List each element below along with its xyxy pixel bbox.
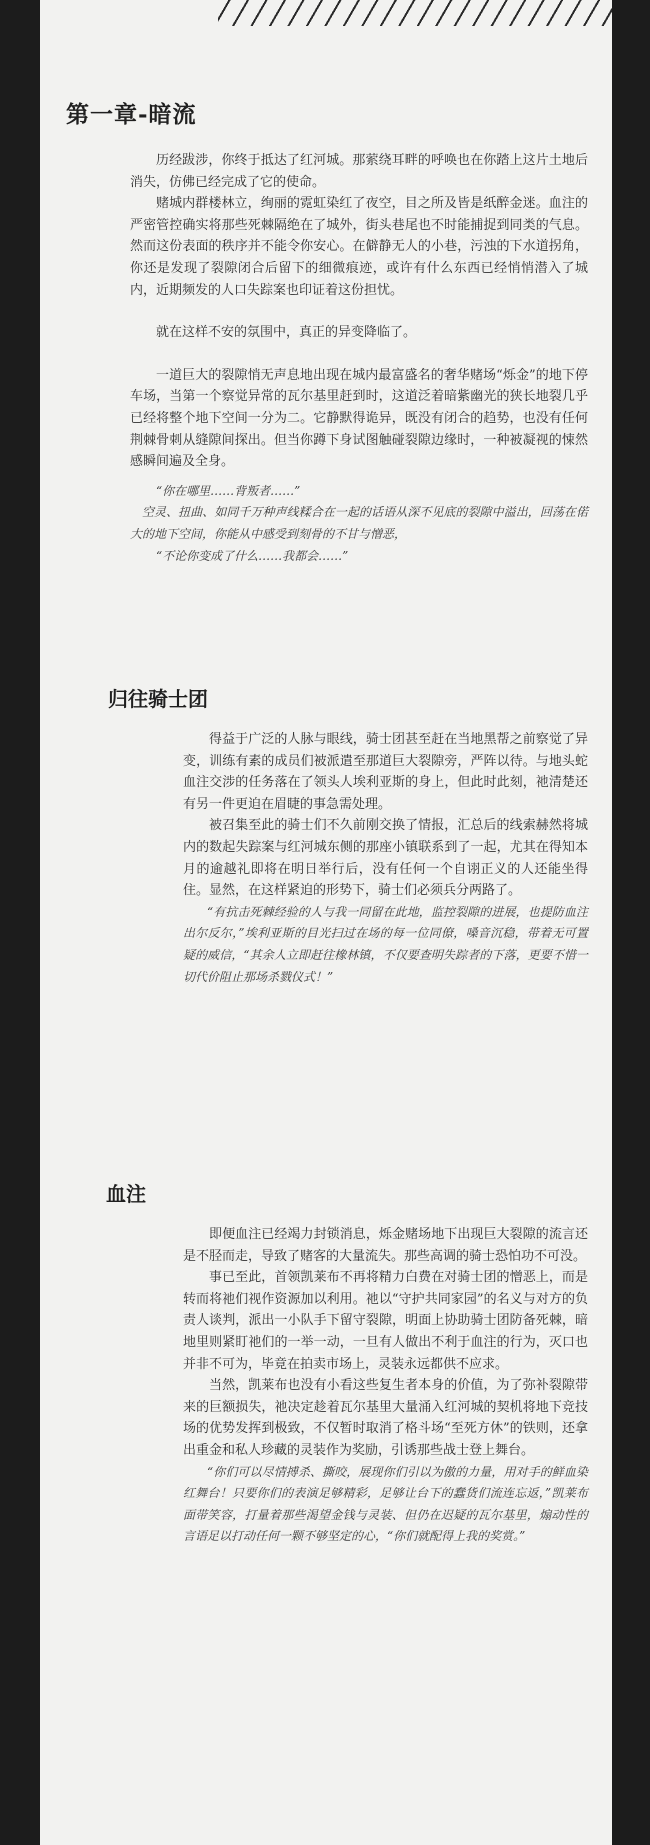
knights-quote: “有抗击死棘经验的人与我一同留在此地，监控裂隙的进展，也提防血注出尔反尔，”埃利亚斯的目光扫过在场的每一位同僚，嗓音沉稳，带着无可置疑的威信，“其余人立即赶往橡林镇，不仅要查明失踪者的下落，更要不惜一切代价阻止那场杀戮仪式！” (183, 904, 588, 984)
chapter-paragraph: 历经跋涉，你终于抵达了红河城。那萦绕耳畔的呼唤也在你踏上这片土地后消失，仿佛已经完成了它的使命。 (130, 153, 588, 190)
bloodnote-paragraph: 即便血注已经竭力封锁消息，烁金赌场地下出现巨大裂隙的流言还是不胫而走，导致了赌客的大量流失。那些高调的骑士恐怕功不可没。 (183, 1227, 588, 1264)
right-dark-border (612, 0, 650, 1845)
chapter-title: 第一章-暗流 (66, 101, 197, 128)
chapter-quote: “不论你变成了什么……我都会……” (156, 548, 349, 563)
knights-paragraph: 被召集至此的骑士们不久前刚交换了情报，汇总后的线索赫然将城内的数起失踪案与红河城东侧的那座小镇联系到了一起，尤其在得知本月的逾越礼即将在明日举行后，没有任何一个自诩正义的人还能坐得住。显然，在这样紧迫的形势下，骑士们必须兵分两路了。 (183, 818, 588, 899)
bloodnote-paragraph: 当然，凯莱布也没有小看这些复生者本身的价值，为了弥补裂隙带来的巨额损失，祂决定趁着瓦尔基里大量涌入红河城的契机将地下竞技场的优势发挥到极致，不仅暂时取消了格斗场“至死方休”的铁则，还拿出重金和私人珍藏的灵装作为奖励，引诱那些战士登上舞台。 (183, 1378, 588, 1458)
decorative-stripes (218, 0, 612, 26)
chapter-paragraph: 赌城内群楼林立，绚丽的霓虹染红了夜空，目之所及皆是纸醉金迷。血注的严密管控确实将那些死棘隔绝在了城外，街头巷尾也不时能捕捉到同类的气息。然而这份表面的秩序并不能令你安心。在僻静无人的小巷，污浊的下水道拐角，你还是发现了裂隙闭合后留下的细微痕迹，或许有什么东西已经悄悄潜入了城内，近期频发的人口失踪案也印证着这份担忧。 (130, 196, 588, 298)
knights-body (183, 729, 588, 988)
section-title-bloodnote: 血注 (106, 1182, 146, 1206)
chapter-quote: “你在哪里……背叛者……” (156, 483, 301, 498)
bloodnote-body (183, 1224, 588, 1548)
section-title-knights: 归往骑士团 (108, 687, 208, 711)
knights-paragraph: 得益于广泛的人脉与眼线，骑士团甚至赶在当地黑帮之前察觉了异变，训练有素的成员们被派遣至那道巨大裂隙旁，严阵以待。与地头蛇血注交涉的任务落在了领头人埃利亚斯的身上，但此时此刻，祂清楚还有另一件更迫在眉睫的事急需处理。 (183, 732, 588, 812)
bloodnote-paragraph: 事已至此，首领凯莱布不再将精力白费在对骑士团的憎恶上，而是转而将祂们视作资源加以利用。祂以“守护共同家园”的名义与对方的负责人谈判，派出一小队手下留守裂隙，明面上协助骑士团防备死棘，暗地里则紧盯祂们的一举一动，一旦有人做出不利于血注的行为，灭口也并非不可为，毕竟在拍卖市场上，灵装永远都供不应求。 (183, 1270, 588, 1372)
bloodnote-quote: “你们可以尽情搏杀、撕咬，展现你们引以为傲的力量，用对手的鲜血染红舞台！只要你们的表演足够精彩，足够让台下的蠢货们流连忘返，”凯莱布面带笑容，打量着那些渴望金钱与灵装、但仍在迟疑的瓦尔基里，煽动性的言语足以打动任何一颗不够坚定的心，“你们就配得上我的奖赏。” (183, 1464, 588, 1544)
chapter-paragraph: 就在这样不安的氛围中，真正的异变降临了。 (156, 325, 417, 341)
chapter-quote: 空灵、扭曲、如同千万种声线糅合在一起的话语从深不见底的裂隙中溢出，回荡在偌大的地下空间，你能从中感受到刻骨的不甘与憎恶， (130, 505, 588, 541)
chapter-paragraph: 一道巨大的裂隙悄无声息地出现在城内最富盛名的奢华赌场“烁金”的地下停车场，当第一个察觉异常的瓦尔基里赶到时，这道泛着暗紫幽光的狭长地裂几乎已经将整个地下空间一分为二。它静默得诡异，既没有闭合的趋势，也没有任何荆棘骨刺从缝隙间探出。但当你蹲下身试图触碰裂隙边缘时，一种被凝视的悚然感瞬间遍及全身。 (130, 367, 588, 470)
paper-page (40, 0, 612, 1845)
left-dark-border (0, 0, 40, 1845)
chapter-body (130, 150, 588, 567)
